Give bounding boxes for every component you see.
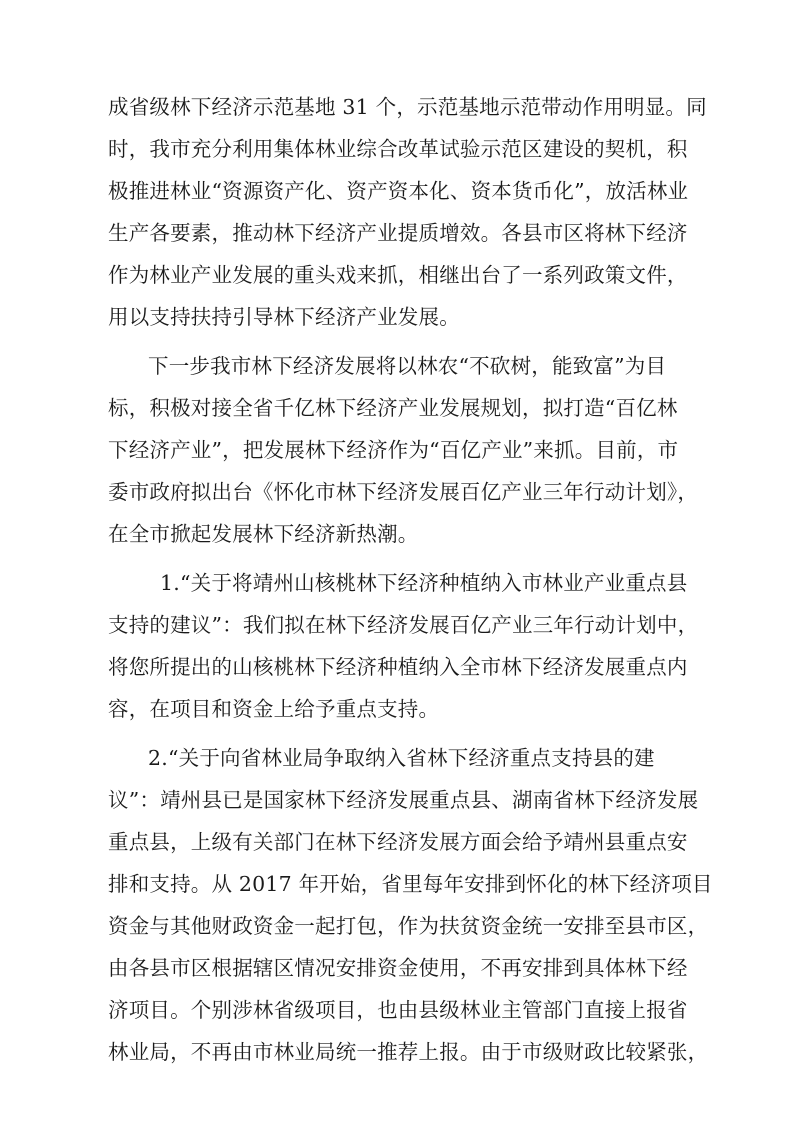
text-line: 重点县，上级有关部门在林下经济发展方面会给予靖州县重点安: [108, 830, 688, 854]
text-line: 议”：靖州县已是国家林下经济发展重点县、湖南省林下经济发展: [108, 788, 699, 812]
text-line: 委市政府拟出台《怀化市林下经济发展百亿产业三年行动计划》，: [108, 480, 699, 504]
text-line: 容，在项目和资金上给予重点支持。: [108, 697, 440, 721]
document-body: [108, 86, 713, 1073]
text-line: 成省级林下经济示范基地 31 个，示范基地示范带动作用明显。同: [108, 95, 707, 119]
text-line: 2.“关于向省林业局争取纳入省林下经济重点支持县的建: [148, 746, 655, 770]
text-line: 林业局，不再由市林业局统一推荐上报。由于市级财政比较紧张，: [108, 1040, 709, 1064]
paragraph-gap: [108, 338, 698, 345]
paragraph-4: [108, 737, 713, 1073]
text-line: 支持的建议”：我们拟在林下经济发展百亿产业三年行动计划中，: [108, 613, 699, 637]
paragraph-gap: [108, 555, 698, 562]
text-line: 1.“关于将靖州山核桃林下经济种植纳入市林业产业重点县: [160, 571, 688, 595]
text-line: 极推进林业“资源资产化、资产资本化、资本货币化”，放活林业: [108, 179, 689, 203]
paragraph-1: [108, 86, 707, 338]
paragraph-3: [108, 562, 698, 730]
text-line: 济项目。个别涉林省级项目，也由县级林业主管部门直接上报省: [108, 998, 688, 1022]
text-line: 下经济产业”，把发展林下经济作为“百亿产业”来抓。目前，市: [108, 438, 679, 462]
text-line: 时，我市充分利用集体林业综合改革试验示范区建设的契机，积: [108, 137, 688, 161]
text-line: 生产各要素，推动林下经济产业提质增效。各县市区将林下经济: [108, 221, 688, 245]
text-line: 作为林业产业发展的重头戏来抓，相继出台了一系列政策文件，: [108, 263, 688, 287]
paragraph-2: [108, 345, 698, 555]
text-line: 排和支持。从 2017 年开始，省里每年安排到怀化的林下经济项目: [108, 872, 713, 896]
text-line: 下一步我市林下经济发展将以林农“不砍树，能致富”为目: [148, 354, 667, 378]
text-line: 由各县市区根据辖区情况安排资金使用，不再安排到具体林下经: [108, 956, 688, 980]
paragraph-gap: [108, 730, 698, 737]
text-line: 将您所提出的山核桃林下经济种植纳入全市林下经济发展重点内: [108, 655, 688, 679]
text-line: 在全市掀起发展林下经济新热潮。: [108, 522, 419, 546]
text-line: 资金与其他财政资金一起打包，作为扶贫资金统一安排至县市区，: [108, 914, 709, 938]
text-line: 用以支持扶持引导林下经济产业发展。: [108, 305, 460, 329]
text-line: 标，积极对接全省千亿林下经济产业发展规划，拟打造“百亿林: [108, 396, 678, 420]
